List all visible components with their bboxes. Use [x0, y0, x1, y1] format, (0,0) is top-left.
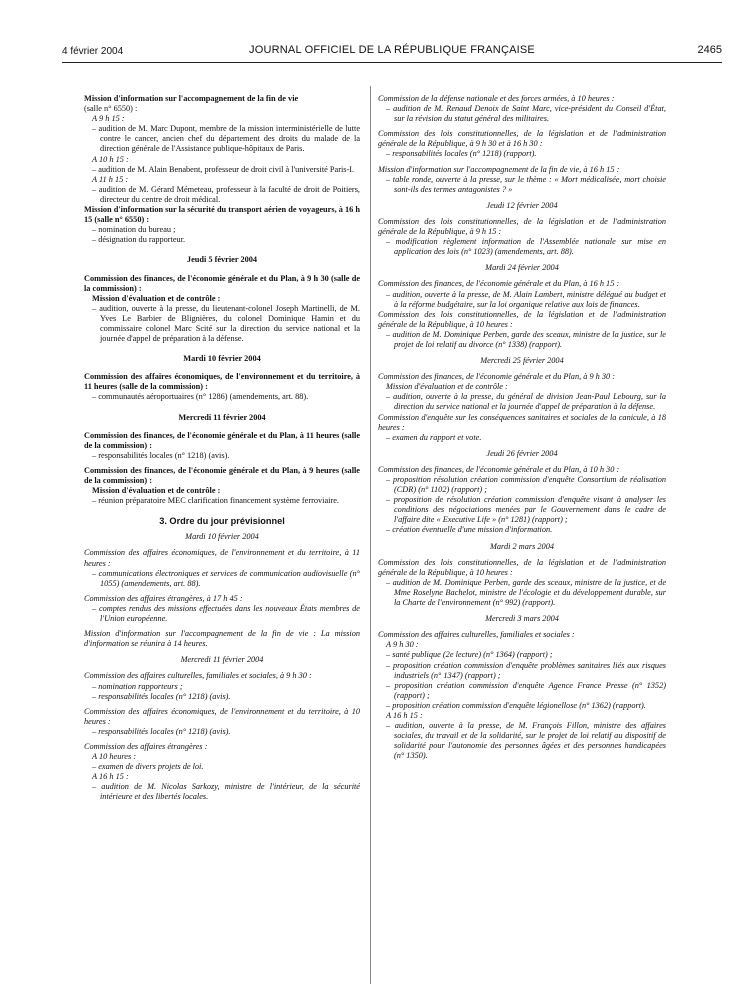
agenda-line: – responsabilités locales (n° 1218) (avis). — [92, 726, 231, 736]
agenda-line: Mission d'information sur l'accompagnement de la fin de vie — [84, 94, 299, 103]
agenda-line: Commission des lois constitutionnelles, de la législation et de l'administration générale de la République, à 9 h 15 : — [378, 216, 666, 237]
agenda-line: Commission des affaires économiques, de l'environnement et du territoire, à 10 heures : — [84, 706, 360, 726]
agenda-line: – comptes rendus des missions effectuées dans les nouveaux États membres de l'Union européenne. — [92, 603, 360, 624]
left-column — [84, 94, 360, 803]
agenda-line: Commission des affaires économiques, de l'environnement et du territoire, à 11 heures (salle de la commission) : — [84, 372, 360, 392]
agenda-line: – audition de M. Nicolas Sarkozy, ministre de l'intérieur, de la sécurité intérieure et des libertés locales. — [92, 782, 360, 802]
date-heading: Jeudi 5 février 2004 — [186, 255, 258, 265]
agenda-line: – audition de M. Renaud Denoix de Saint Marc, vice-président du Conseil d'État, sur la révision du statut général des militaires. — [386, 104, 666, 124]
agenda-line: A 16 h 15 : — [92, 772, 129, 782]
agenda-line: Commission des finances, de l'économie générale et du Plan, à 9 h 30 (salle de la commission) : — [84, 273, 360, 293]
date-heading: Mardi 24 février 2004 — [485, 263, 559, 273]
agenda-line: A 16 h 15 : — [386, 710, 423, 720]
agenda-line: – audition de M. Gérard Mémeteau, professeur à la faculté de droit de Poitiers, directeur du centre de droit médical. — [92, 184, 360, 204]
agenda-line: – examen de divers projets de loi. — [92, 762, 204, 772]
date-heading: Jeudi 12 février 2004 — [486, 200, 558, 210]
section-heading: 3. Ordre du jour prévisionnel — [159, 516, 285, 527]
agenda-line: A 10 heures : — [92, 752, 137, 762]
agenda-line: A 11 h 15 : — [92, 174, 129, 184]
header-date: 4 février 2004 — [62, 46, 124, 57]
column-divider — [370, 86, 371, 984]
agenda-line: – responsabilités locales (n° 1218) (avis). — [92, 450, 230, 460]
agenda-line: Commission des finances, de l'économie générale et du Plan, à 16 h 15 : — [378, 279, 620, 289]
agenda-line: Commission des finances, de l'économie générale et du Plan, à 9 heures (salle de la commission) : — [84, 465, 360, 485]
agenda-line: Commission des finances, de l'économie générale et du Plan, à 11 heures (salle de la commission) : — [84, 430, 360, 450]
agenda-line: Mission d'information sur la sécurité du transport aérien de voyageurs, à 16 h 15 (salle n° 6550) : — [84, 205, 360, 225]
agenda-line: Commission des affaires économiques, de l'environnement et du territoire, à 11 heures : — [84, 548, 360, 568]
agenda-line: – proposition résolution création commission d'enquête Consortium de réalisation (CDR) (n° 1102) (rapport) ; — [386, 475, 666, 495]
agenda-line: – responsabilités locales (n° 1218) (rapport). — [386, 149, 537, 159]
agenda-line: – proposition création commission d'enquête légionellose (n° 1362) (rapport). — [386, 700, 646, 710]
agenda-line: – santé publique (2e lecture) (n° 1364) (rapport) ; — [386, 650, 553, 660]
agenda-line: – désignation du rapporteur. — [92, 235, 186, 245]
agenda-line: – examen du rapport et vote. — [386, 432, 482, 442]
agenda-line: Commission des affaires étrangères, à 17 h 45 : — [84, 593, 243, 603]
agenda-line: – communications électroniques et services de communication audiovisuelle (n° 1055) (amendements, art. 88). — [92, 568, 360, 588]
agenda-line: Commission des finances, de l'économie générale et du Plan, à 10 h 30 : — [378, 464, 620, 474]
agenda-line: A 9 h 30 : — [386, 640, 419, 650]
agenda-line: Commission des affaires culturelles, familiales et sociales : — [378, 630, 575, 640]
agenda-line: (salle n° 6550) : — [84, 104, 138, 114]
agenda-line: Commission des affaires culturelles, familiales et sociales, à 9 h 30 : — [84, 671, 312, 681]
agenda-line: – audition de M. Dominique Perben, garde des sceaux, ministre de la justice, et de Mme Roselyne Bachelot, ministre de l'écologie et du développement durable, sur la Charte de l'environnement (n° 992) (rapport). — [386, 577, 666, 608]
page-header — [62, 40, 722, 58]
agenda-line: – table ronde, ouverte à la presse, sur le thème : « Mort médicalisée, mort choisie sont-ils des termes antagonistes ? » — [386, 174, 666, 194]
date-heading: Mardi 10 février 2004 — [185, 532, 259, 542]
agenda-line: – audition de M. Marc Dupont, membre de la mission interministérielle de lutte contre le cancer, ancien chef du département des droits du malade de la direction générale de l'Assistance publique-hôpitaux de Paris. — [92, 124, 360, 154]
date-heading: Mercredi 11 février 2004 — [178, 412, 266, 422]
agenda-line: Commission des lois constitutionnelles, de la législation et de l'administration générale de la République, à 10 heures : — [378, 557, 666, 577]
agenda-line: – proposition création commission d'enquête problèmes sanitaires liés aux risques industriels (n° 1347) (rapport) ; — [386, 660, 666, 680]
agenda-line: Commission des affaires étrangères : — [84, 741, 208, 751]
date-heading: Mardi 10 février 2004 — [183, 354, 261, 364]
agenda-line: – proposition création commission d'enquête Agence France Presse (n° 1352) (rapport) ; — [386, 680, 666, 700]
agenda-line: – proposition de résolution création commission d'enquête visant à analyser les conditions des négociations menées par le Gouvernement dans le cadre de l'affaire dite « Executive Life » (n° 1281) (rapport) ; — [386, 495, 666, 525]
agenda-line: – modification règlement information de l'Assemblée nationale sur mise en application des lois (n° 1023) (amendements, art. 88). — [386, 237, 666, 257]
agenda-line: – création éventuelle d'une mission d'information. — [386, 525, 553, 535]
agenda-line: – nomination rapporteurs ; — [92, 681, 183, 691]
agenda-line: A 10 h 15 : — [92, 154, 129, 164]
agenda-line: – audition de M. Alain Benabent, professeur de droit civil à l'université Paris-I. — [92, 164, 355, 174]
agenda-line: Mission d'évaluation et de contrôle : — [92, 486, 221, 496]
agenda-line: – communautés aéroportuaires (n° 1286) (amendements, art. 88). — [92, 392, 309, 402]
agenda-line: – audition, ouverte à la presse, du lieutenant-colonel Joseph Martinelli, de M. Yves Le Barbier de Blignières, du colonel Dominique Hamin et du commissaire colonel Marc Scité sur la direction du service national et la journée d'appel de préparation à la défense. — [92, 303, 360, 344]
agenda-line: Mission d'information sur l'accompagnement de la fin de vie : La mission d'information se réunira à 14 heures. — [84, 629, 360, 649]
agenda-line: Commission des lois constitutionnelles, de la législation et de l'administration générale de la République, à 9 h 30 et à 16 h 30 : — [378, 129, 666, 149]
agenda-line: – réunion préparatoire MEC clarification financement système ferroviaire. — [92, 496, 339, 506]
date-heading: Jeudi 26 février 2004 — [486, 448, 558, 458]
date-heading: Mercredi 3 mars 2004 — [485, 614, 559, 624]
agenda-line: Mission d'information sur l'accompagnement de la fin de vie, à 16 h 15 : — [378, 164, 620, 174]
agenda-line: Mission d'évaluation et de contrôle : — [386, 382, 508, 392]
agenda-line: A 9 h 15 : — [92, 114, 125, 124]
journal-title: JOURNAL OFFICIEL DE LA RÉPUBLIQUE FRANÇAISE — [249, 44, 535, 56]
agenda-line: – nomination du bureau ; — [92, 225, 176, 235]
agenda-line: – audition, ouverte à la presse, de M. François Fillon, ministre des affaires sociales, du travail et de la solidarité, sur le projet de loi relatif au dispositif de solidarité pour l'autonomie des personnes âgées et des personnes handicapées (n° 1350). — [386, 721, 666, 761]
agenda-line: Commission de la défense nationale et des forces armées, à 10 heures : — [378, 94, 615, 103]
agenda-line: – audition, ouverte à la presse, de M. Alain Lambert, ministre délégué au budget et à la réforme budgétaire, sur la loi organique relative aux lois de finances. — [386, 289, 666, 309]
date-heading: Mercredi 25 février 2004 — [480, 356, 564, 366]
date-heading: Mercredi 11 février 2004 — [180, 655, 264, 665]
agenda-line: – audition de M. Dominique Perben, garde des sceaux, ministre de la justice, sur le projet de loi relatif au divorce (n° 1338) (rapport). — [386, 329, 666, 349]
date-heading: Mardi 2 mars 2004 — [490, 541, 554, 551]
header-rule — [62, 62, 722, 63]
agenda-line: Commission des lois constitutionnelles, de la législation et de l'administration générale de la République, à 10 heures : — [378, 309, 666, 329]
agenda-line: – responsabilités locales (n° 1218) (avis). — [92, 691, 231, 701]
right-column — [378, 94, 666, 761]
agenda-line: – audition, ouverte à la presse, du général de division Jean-Paul Lebourg, sur la direction du service national et la journée d'appel de préparation à la défense. — [386, 392, 666, 412]
agenda-line: Commission d'enquête sur les conséquences sanitaires et sociales de la canicule, à 18 heures : — [378, 412, 666, 432]
page-number: 2465 — [697, 44, 722, 56]
agenda-line: Commission des finances, de l'économie générale et du Plan, à 9 h 30 : — [378, 372, 616, 382]
agenda-line: Mission d'évaluation et de contrôle : — [92, 293, 221, 303]
